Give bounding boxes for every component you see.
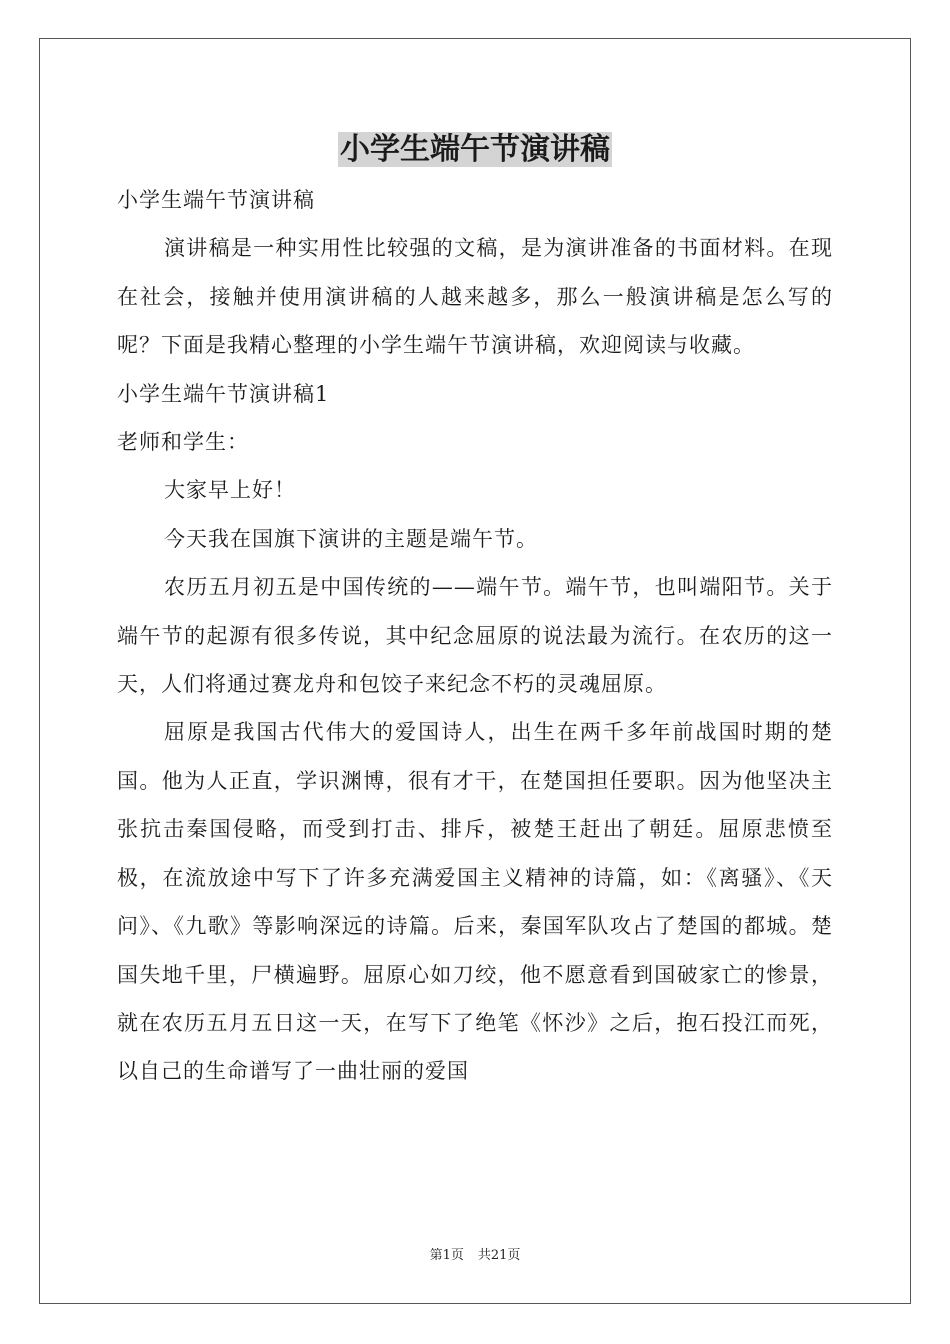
paragraph: 屈原是我国古代伟大的爱国诗人，出生在两千多年前战国时期的楚国。他为人正直，学识渊博，很有才干，在楚国担任要职。因为他坚决主张抗击秦国侵略，而受到打击、排斥，被楚王赶出了朝廷。屈原悲愤至极，在流放途中写下了许多充满爱国主义精神的诗篇，如：《离骚》、《天问》、《九歌》等影响深远的诗篇。后来，秦国军队攻占了楚国的都城。楚国失地千里，尸横遍野。屈原心如刀绞，他不愿意看到国破家亡的惨景，就在农历五月五日这一天，在写下了绝笔《怀沙》之后，抱石投江而死，以自己的生命谱写了一曲壮丽的爱国: [117, 720, 833, 1084]
page-footer: [0, 1246, 950, 1266]
paragraph: 演讲稿是一种实用性比较强的文稿，是为演讲准备的书面材料。在现在社会，接触并使用演讲稿的人越来越多，那么一般演讲稿是怎么写的呢？下面是我精心整理的小学生端午节演讲稿，欢迎阅读与收藏。: [117, 236, 833, 358]
page-total: 共21页: [477, 1248, 521, 1263]
page-number: 第1页: [429, 1248, 464, 1263]
section-heading: 小学生端午节演讲稿1: [117, 381, 330, 406]
paragraph: 大家早上好！: [164, 478, 296, 503]
paragraph: 农历五月初五是中国传统的——端午节。端午节，也叫端阳节。关于端午节的起源有很多传说，其中纪念屈原的说法最为流行。在农历的这一天，人们将通过赛龙舟和包饺子来纪念不朽的灵魂屈原。: [117, 575, 833, 697]
document-body: [117, 176, 833, 1096]
document-title: 小学生端午节演讲稿: [340, 132, 610, 167]
salutation: 老师和学生：: [117, 430, 249, 455]
paragraph: 小学生端午节演讲稿: [117, 188, 315, 212]
paragraph: 今天我在国旗下演讲的主题是端午节。: [164, 526, 538, 551]
document-title-container: [0, 128, 950, 172]
